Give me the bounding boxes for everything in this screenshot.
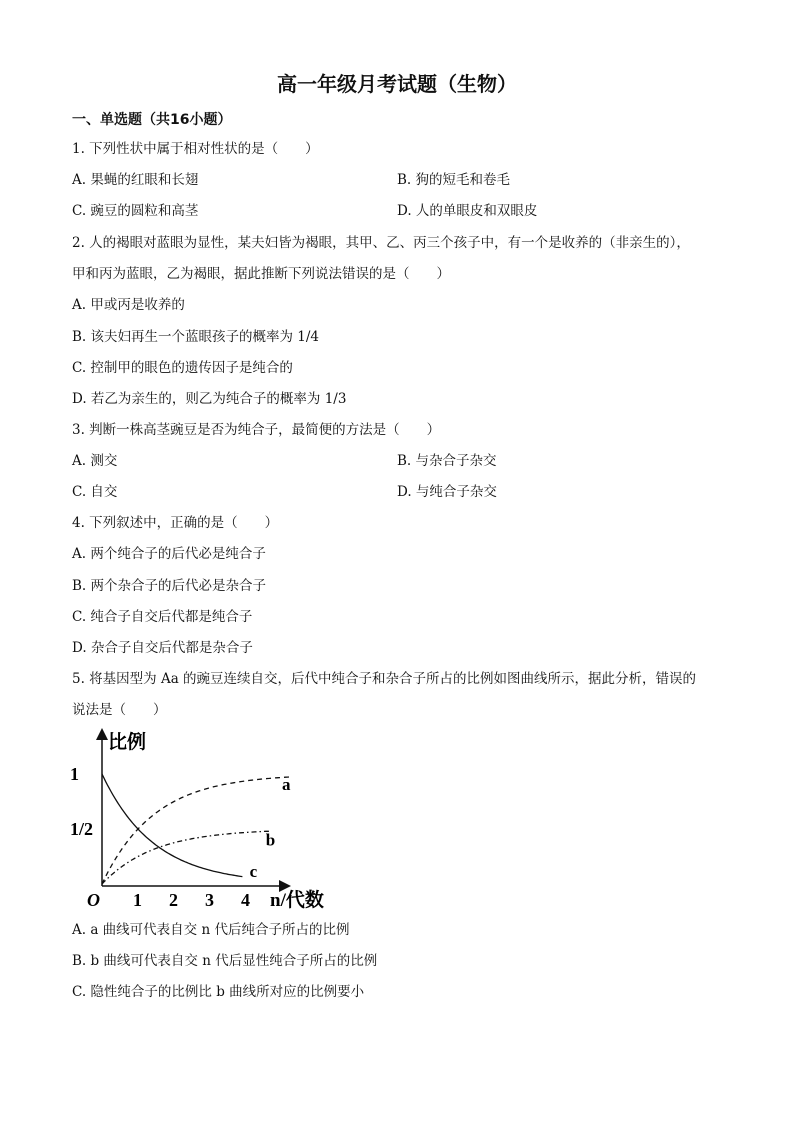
q1-option-d: D. 人的单眼皮和双眼皮 <box>397 203 538 219</box>
x-tick-label: 3 <box>205 890 214 910</box>
origin-label: O <box>87 890 100 910</box>
q5-option-b: B. b 曲线可代表自交 n 代后显性纯合子所占的比例 <box>72 953 378 969</box>
curve-c <box>102 774 242 877</box>
q2-option-a: A. 甲或丙是收养的 <box>72 297 185 313</box>
curve-b <box>102 831 271 884</box>
q1-stem: 1. 下列性状中属于相对性状的是（ ） <box>72 141 319 157</box>
page-title: 高一年级月考试题（生物） <box>277 72 517 96</box>
q5-stem-line1: 5. 将基因型为 Aa 的豌豆连续自交，后代中纯合子和杂合子所占的比例如图曲线所示，据此分析，错误的 <box>72 671 697 687</box>
series-label-b: b <box>265 830 276 850</box>
q5-option-c: C. 隐性纯合子的比例比 b 曲线所对应的比例要小 <box>72 984 365 1000</box>
q4-stem: 4. 下列叙述中，正确的是（ ） <box>72 515 279 531</box>
x-tick-label: 4 <box>241 890 250 910</box>
q2-option-b: B. 该夫妇再生一个蓝眼孩子的概率为 1/4 <box>72 329 320 345</box>
y-tick-label: 1/2 <box>70 819 94 839</box>
q1-option-c: C. 豌豆的圆粒和高茎 <box>72 203 199 219</box>
q4-option-d: D. 杂合子自交后代都是杂合子 <box>72 640 253 656</box>
q3-stem: 3. 判断一株高茎豌豆是否为纯合子，最简便的方法是（ ） <box>72 422 441 438</box>
y-tick-label: 1 <box>70 764 79 784</box>
q2-stem-line1: 2. 人的褐眼对蓝眼为显性，某夫妇皆为褐眼，其甲、乙、丙三个孩子中，有一个是收养的（非亲生的）， <box>72 235 690 251</box>
curve-a <box>102 774 291 884</box>
q4-option-b: B. 两个杂合子的后代必是杂合子 <box>72 578 267 594</box>
section-heading: 一、单选题（共16小题） <box>72 112 232 128</box>
q5-stem-line2: 说法是（ ） <box>72 702 167 718</box>
x-tick-label: 2 <box>169 890 178 910</box>
q2-stem-line2: 甲和丙为蓝眼，乙为褐眼，据此推断下列说法错误的是（ ） <box>72 266 450 282</box>
q1-option-b: B. 狗的短毛和卷毛 <box>397 172 511 188</box>
series-label-a: a <box>282 774 291 794</box>
q3-option-d: D. 与纯合子杂交 <box>397 484 497 500</box>
q1-option-a: A. 果蝇的红眼和长翅 <box>72 172 199 188</box>
y-axis-label: 比例 <box>108 732 147 753</box>
q2-option-d: D. 若乙为亲生的，则乙为纯合子的概率为 1/3 <box>72 391 347 407</box>
series-label-c: c <box>249 861 258 881</box>
q3-option-a: A. 测交 <box>72 453 118 469</box>
q3-option-b: B. 与杂合子杂交 <box>397 453 497 469</box>
q2-option-c: C. 控制甲的眼色的遗传因子是纯合的 <box>72 360 293 376</box>
q3-option-c: C. 自交 <box>72 484 118 500</box>
x-axis-label: n/代数 <box>270 890 324 911</box>
x-tick-label: 1 <box>133 890 142 910</box>
q4-option-a: A. 两个纯合子的后代必是纯合子 <box>72 546 266 562</box>
ratio-curve-chart <box>70 726 340 916</box>
q5-option-a: A. a 曲线可代表自交 n 代后纯合子所占的比例 <box>72 922 350 938</box>
q4-option-c: C. 纯合子自交后代都是纯合子 <box>72 609 253 625</box>
